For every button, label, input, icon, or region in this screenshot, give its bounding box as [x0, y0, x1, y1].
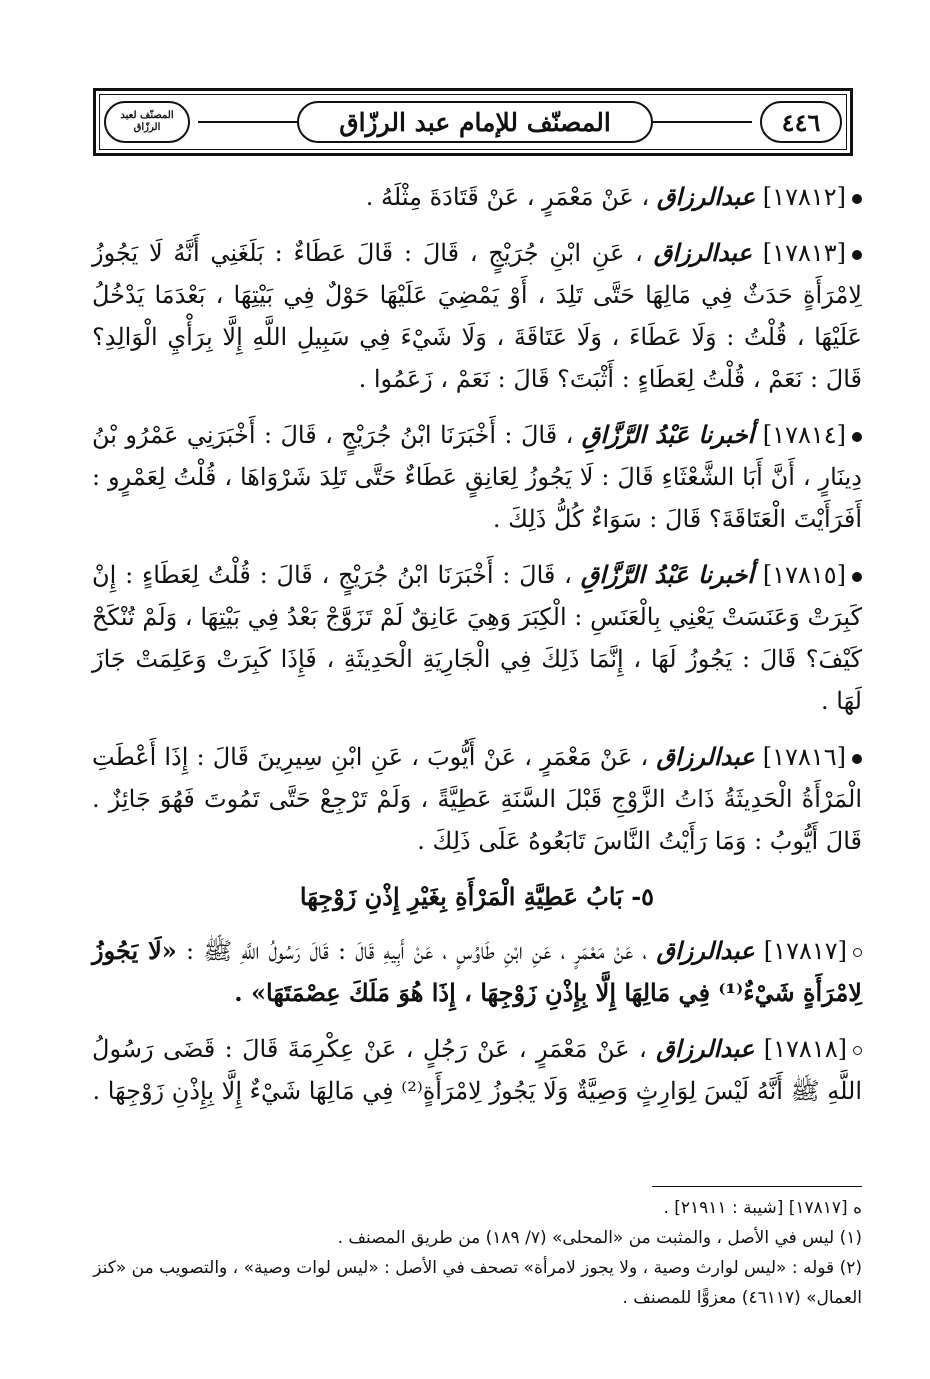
narrator-name: عبدالرزاق [656, 1034, 755, 1063]
bullet-icon [852, 432, 862, 442]
footnote: ه [١٧٨١٧] [شيبة : ٢١٩١١] . [663, 1198, 862, 1218]
book-title: المصنّف للإمام عبد الرزّاق [297, 101, 653, 143]
entry-text: ، عَنِ ابْنِ جُرَيْجٍ ، قَالَ : قَالَ عَطَاءٌ : بَلَغَنِي أَنَّهُ لَا يَجُوزُ لِامْرَأَةٍ حَدَثٌ فِي مَالِهَا حَتَّى تَلِدَ ، أَوْ يَمْضِيَ عَلَيْهَا حَوْلٌ فِي بَيْتِهَا ، بَعْدَمَا يَدْخُلُ عَلَيْهَا ، قُلْتُ : وَلَا عَطَاءَ ، وَلَا عَتَاقَةَ ، وَلَا شَيْءَ فِي سَبِيلِ اللَّهِ إِلَّا بِرَأْيِ الْوَالِدِ؟ قَالَ : نَعَمْ ، قُلْتُ لِعَطَاءٍ : أَثْبَتَ؟ قَالَ : نَعَمْ ، زَعَمُوا . [92, 239, 862, 393]
bullet-icon [852, 194, 862, 204]
entry-number: [١٧٨١٧] [763, 937, 847, 965]
entry-text: ، عَنْ مَعْمَرٍ ، عَنْ قَتَادَةَ مِثْلَهُ . [365, 183, 650, 211]
page-header [93, 88, 853, 156]
book-logo: المصنّف لعبد الرزّاق [104, 101, 190, 143]
bullet-icon [852, 754, 862, 764]
hadith-entry [92, 930, 862, 1014]
entry-number: [١٧٨١٢] [762, 183, 846, 211]
narrator-name: أخبرنا عَبْدُ الرَّزَّاقِ [580, 560, 755, 589]
bullet-icon [852, 572, 862, 582]
footnote: (١) ليس في الأصل ، والمثبت من «المحلى» (٧/ ١٨٩) من طريق المصنف . [337, 1228, 862, 1248]
hadith-entry [92, 414, 862, 540]
narrator-name: عبدالرزاق [656, 182, 756, 211]
footnotes [92, 1186, 862, 1313]
chapter-entries-list [92, 930, 862, 1112]
footnote: (٢) قوله : «ليس لوارث وصية ، ولا يجوز لامرأة» تصحف في الأصل : «ليس لوات وصية» ، والتصويب من «كنز العمال» (٤٦١١٧) معزوًّا للمصنف . [93, 1258, 862, 1308]
entry-number: [١٧٨١٨] [763, 1035, 847, 1063]
hollow-circle-icon [853, 948, 862, 957]
narrator-name: عبدالرزاق [656, 742, 755, 771]
header-band [198, 101, 752, 143]
footnote-list [92, 1193, 862, 1313]
hadith-entry [92, 232, 862, 400]
entry-text: ، قَالَ : أَخْبَرَنَا ابْنُ جُرَيْجٍ ، قَالَ : قُلْتُ لِعَطَاءٍ : إِنْ كَبِرَتْ وَعَنَسَتْ يَعْنِي بِالْعَنَسِ : الْكِبَرَ وَهِيَ عَانِقٌ لَمْ تَزَوَّجْ بَعْدُ فِي بَيْتِهَا ، وَلَمْ تُنْكَحْ كَيْفَ؟ قَالَ : يَجُوزُ لَهَا ، إِنَّمَا ذَلِكَ فِي الْجَارِيَةِ الْحَدِيثَةِ ، فَإِذَا كَبِرَتْ وَعَلِمَتْ جَازَ لَهَا . [92, 561, 863, 715]
bullet-icon [852, 250, 862, 260]
hollow-circle-icon [853, 1046, 862, 1055]
hadith-entry [92, 1028, 862, 1112]
entry-text: ، عَنْ مَعْمَرٍ ، عَنِ ابْنِ طَاوُسٍ ، عَنْ أَبِيهِ قَالَ : قَالَ رَسُولُ اللَّهِ ﷺ : [185, 937, 648, 965]
footnote-rule [652, 1186, 862, 1187]
narrator-name: عبدالرزاق [653, 238, 752, 267]
entry-number: [١٧٨١٤] [762, 421, 846, 449]
main-text [92, 176, 862, 1126]
hadith-quote: «لَا يَجُوزُ لِامْرَأَةٍ شَيْءٌ⁽¹⁾ فِي مَالِهَا إِلَّا بِإِذْنِ زَوْجِهَا ، إِذَا هُوَ مَلَكَ عِصْمَتَهَا» . [92, 936, 862, 1007]
entry-number: [١٧٨١٣] [762, 239, 846, 267]
hadith-entry [92, 176, 862, 218]
entry-number: [١٧٨١٦] [762, 743, 846, 771]
entry-number: [١٧٨١٥] [762, 561, 847, 589]
entry-text: ، عَنْ مَعْمَرٍ ، عَنْ رَجُلٍ ، عَنْ عِكْرِمَةَ قَالَ : قَضَى رَسُولُ اللَّهِ ﷺ أَنَّهُ لَيْسَ لِوَارِثٍ وَصِيَّةٌ وَلَا يَجُوزُ لِامْرَأَةٍ⁽²⁾ فِي مَالِهَا شَيْءٌ إِلَّا بِإِذْنِ زَوْجِهَا . [92, 1035, 862, 1105]
entries-list [92, 176, 862, 862]
hadith-entry [92, 554, 862, 722]
narrator-name: أخبرنا عَبْدُ الرَّزَّاقِ [581, 420, 755, 449]
entry-text: ، قَالَ : أَخْبَرَنَا ابْنُ جُرَيْجٍ ، قَالَ : أَخْبَرَنِي عَمْرُو بْنُ دِينَارٍ ، أَنَّ أَبَا الشَّعْثَاءِ قَالَ : لَا يَجُوزُ لِعَانِقٍ عَطَاءٌ حَتَّى تَلِدَ شَرْوَاهَا ، قُلْتُ لِعَمْرٍو : أَفَرَأَيْتَ الْعَتَاقَةَ؟ قَالَ : سَوَاءٌ كُلُّ ذَلِكَ . [92, 421, 862, 533]
entry-text: ، عَنْ مَعْمَرٍ ، عَنْ أَيُّوبَ ، عَنِ ابْنِ سِيرِينَ قَالَ : إِذَا أَعْطَتِ الْمَرْأَةُ الْحَدِيثَةُ ذَاتُ الزَّوْجِ قَبْلَ السَّنَةِ عَطِيَّةً ، وَلَمْ تَرْجِعْ حَتَّى تَمُوتَ فَهُوَ جَائِزٌ . قَالَ أَيُّوبُ : وَمَا رَأَيْتُ النَّاسَ تَابَعُوهُ عَلَى ذَلِكَ . [92, 743, 862, 855]
chapter-title: ٥- بَابُ عَطِيَّةِ الْمَرْأَةِ بِغَيْرِ إِذْنِ زَوْجِهَا [299, 882, 655, 911]
narrator-name: عبدالرزاق [656, 936, 755, 965]
page-number: ٤٤٦ [760, 101, 842, 143]
hadith-entry [92, 736, 862, 862]
